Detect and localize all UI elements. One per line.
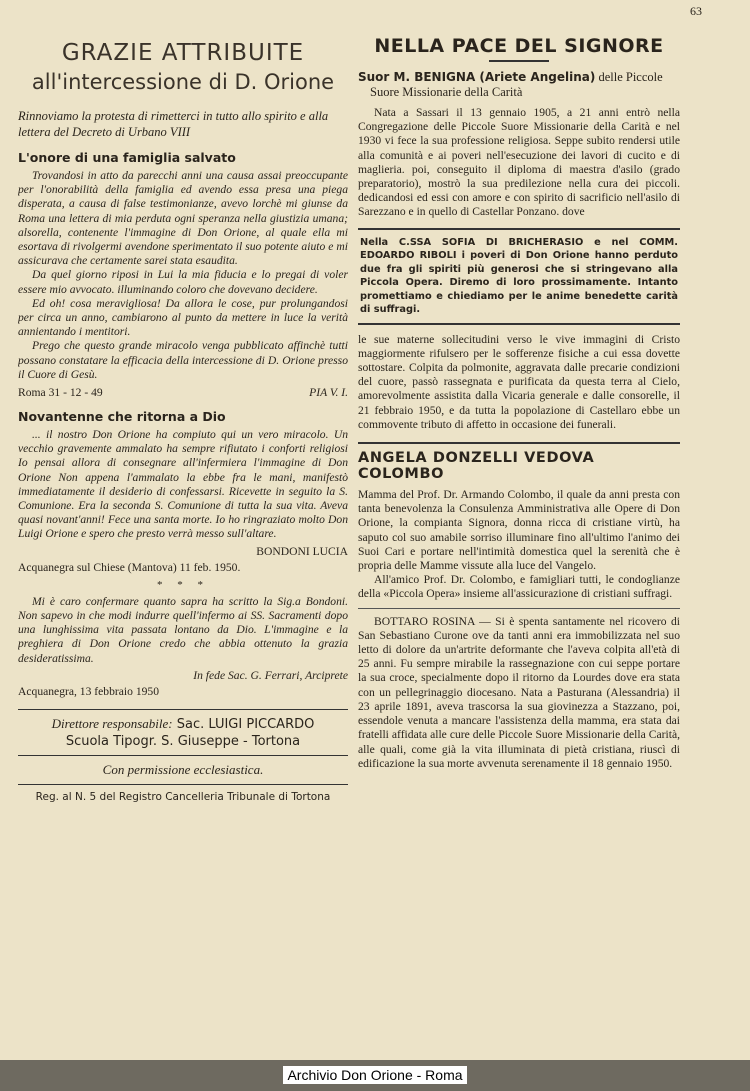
registry-line: Reg. al N. 5 del Registro Cancelleria Tribunale di Tortona xyxy=(35,791,331,804)
archive-watermark xyxy=(0,1067,750,1083)
notice-box: Nella C.SSA SOFIA DI BRICHERASIO e nel COMM. EDOARDO RIBOLI i poveri di Don Orione hanno perduto due fra gli spiriti più generosi che si stringevano alla Piccola Opera. Diremo di loro prossimamente. Intanto promettiamo e chiediamo per le anime benedette carità di suffragi. xyxy=(358,228,680,325)
printer-line: Scuola Tipogr. S. Giuseppe - Tortona xyxy=(65,734,301,750)
obituaries-title: NELLA PACE DEL SIGNORE xyxy=(374,35,664,57)
story1-paragraph: Ed oh! cosa meravigliosa! Da allora le cose, pur prolungandosi per circa un anno, cambiarono al punto da mettere in luce la verità annientando i mentitori. xyxy=(18,296,348,339)
story2-confirmation: Mi è caro confermare quanto sapra ha scritto la Sig.a Bondoni. Non sapevo in che modi indurre quell'infermo ai SS. Sacramenti dopo una lunghissima vita passata lontano da Dio. L'immagine e la preghiera di Don Orione credo che abbia ottenuto la grazia desideratissima. xyxy=(18,594,348,665)
archive-label: Archivio Don Orione - Roma xyxy=(283,1066,466,1084)
obit1-continued: le sue materne sollecitudini verso le vive immagini di Cristo maggiormente rifulsero per le sofferenze fisiche a cui essa dovette sottostare. Colpita da polmonite, aggravata dalle precarie condizioni del cuore, passò rassegnata e purificata da questa terra al Cielo, amorevolmente assistita dalla Vicaria generale e dalle consorelle, il 21 febbraio 1950, e da tutta la popolazione di Castellaro ebbe un commovente tributo di affetto in occasione dei funerali. xyxy=(358,332,680,431)
right-column xyxy=(358,30,680,771)
story2-paragraph: ... il nostro Don Orione ha compiuto qui un vero miracolo. Un vecchio gravemente ammalato ha sempre rifiutato i conforti religiosi Io pensai allora di consegnare all'infermiera l'immagine di Don Orione Non appena l'ammalato la ebbe fra le mani, manifestò immediatamente il desiderio di confessarsi. Ricevette in seguito la S. Comunione. Era la seconda S. Comunione di tutta la sua vita. Aveva quasi novant'anni! Fece una santa morte. Io ho ringraziato molto Don Luigi Orione e spero che presto verrà messo sull'altare. xyxy=(18,428,348,541)
story2-signer: BONDONI LUCIA xyxy=(256,544,348,558)
story1-paragraph: Trovandosi in atto da parecchi anni una causa assai preoccupante per l'onorabilità della famiglia ed avendo essa presa una piega disperata, a causa di false testimonianze, avevo lorchè mi giunse da Roma una lettera di mia perduta ogni speranza nella giustizia umana; alsorella, contenente l'immagine di Don Orione, al quale ella mi esortava di rivolgermi avendone sperimentato il suo potente aiuto e mi assicurava che certamente sarei stata esaudita. xyxy=(18,169,348,268)
obit2-condolences: All'amico Prof. Dr. Colombo, e famigliari tutti, le condoglianze della «Piccola Opera» insieme all'assicurazione di cristiani suffragi. xyxy=(358,573,680,601)
story1-paragraph: Da quel giorno riposi in Lui la mia fiducia e lo pregai di voler essere mio avvocato. illuminando coloro che dovevano decidere. xyxy=(18,268,348,296)
obit1-header xyxy=(358,70,680,100)
story1-heading: L'onore di una famiglia salvato xyxy=(18,150,236,165)
section-subtitle: all'intercessione di D. Orione xyxy=(31,70,335,94)
story1-signer: PIA V. I. xyxy=(309,386,348,400)
left-column xyxy=(18,30,348,803)
section-title: GRAZIE ATTRIBUITE xyxy=(61,40,305,66)
permission-line: Con permissione ecclesiastica. xyxy=(18,756,348,785)
obit1-name: Suor M. BENIGNA (Ariete Angelina) xyxy=(358,70,596,84)
story1-paragraph: Prego che questo grande miracolo venga pubblicato affinchè tutti possano constatare la efficacia della intercessione di D. Orione presso il Cuore di Gesù. xyxy=(18,339,348,381)
story2-confirm-date: Acquanegra, 13 febbraio 1950 xyxy=(18,684,160,698)
story2-place-date: Acquanegra sul Chiese (Mantova) 11 feb. 1950. xyxy=(18,560,241,574)
page-number: 63 xyxy=(690,4,702,18)
obit1-role: delle Piccole Suore Missionarie della Carità xyxy=(370,70,663,99)
stars-divider: * * * xyxy=(157,578,209,591)
director-label: Direttore responsabile: xyxy=(51,716,173,732)
director-line xyxy=(18,716,348,732)
obit2-heading: ANGELA DONZELLI VEDOVA COLOMBO xyxy=(358,442,680,482)
story2-heading: Novantenne che ritorna a Dio xyxy=(18,409,226,425)
imprint-box xyxy=(18,709,348,756)
director-name: Sac. LUIGI PICCARDO xyxy=(176,717,315,733)
obit2-paragraph: Mamma del Prof. Dr. Armando Colombo, il quale da anni presta con tanta benevolenza la Consulenza Amministrativa alle Opere di Don Orione, la compianta Signora, donna ricca di cristiane virtù, ha saputo col suo amabile sorriso illuminare fino all'ultimo l'animo dei Suoi Cari e portare nell'intimità domestica quel la serenità che è propria delle Mamme vissute alla luce del Vangelo. xyxy=(358,488,680,573)
story1-place-date: Roma 31 - 12 - 49 xyxy=(18,386,103,400)
title-rule xyxy=(489,60,549,62)
obit3-paragraph: BOTTARO ROSINA — Si è spenta santamente nel ricovero di San Sebastiano Curone ove da tanti anni era immobilizzata nel suo letto di dolore da un'artrite deformante che l'aveva colpita all'età di 25 anni. Fu sempre mirabile la rassegnazione con cui seppe portare la sua croce, specialmente dopo il ritorno da Lourdes dove era stata con un pellegrinaggio diocesano. Nata a Pasturana (Alessandria) il 23 aprile 1891, aveva trascorsa la sua giovinezza a Stazzano, poi, essendole venuta a mancare l'assistenza della mamma, era stata dai fratelli affidata alle cure delle Piccole Suore Missionarie della Carità, alle quali, come già la vita illuminata di pietà cristiana, riuscì di edificazione la sua morte avvenuta serenamente il 18 gennaio 1950. xyxy=(358,614,680,770)
intro-disclaimer: Rinnoviamo la protesta di rimetterci in tutto allo spirito e alla lettera del Decreto di Urbano VIII xyxy=(18,109,329,139)
story1-signature xyxy=(18,386,348,399)
story2-confirm-sign: In fede Sac. G. Ferrari, Arciprete xyxy=(193,668,348,682)
obit1-paragraph: Nata a Sassari il 13 gennaio 1905, a 21 anni entrò nella Congregazione delle Piccole Suore Missionarie della Carità e nel 1930 vi fece la sua professione religiosa. Seppe subito rendersi utile alla comunità e ai poveri nell'esecuzione dei lavori di cucito e di maglieria. poi, conseguito il diploma di maestra d'asilo (grado preparatorio), mostrò la sua predilezione nella cura dei piccoli. dedicandosi ed essi con amore e con spirito di sacrificio nell'asilo di Sarezzano e in quello di Castellar Ponzano. dove xyxy=(358,106,680,219)
divider xyxy=(358,608,680,609)
